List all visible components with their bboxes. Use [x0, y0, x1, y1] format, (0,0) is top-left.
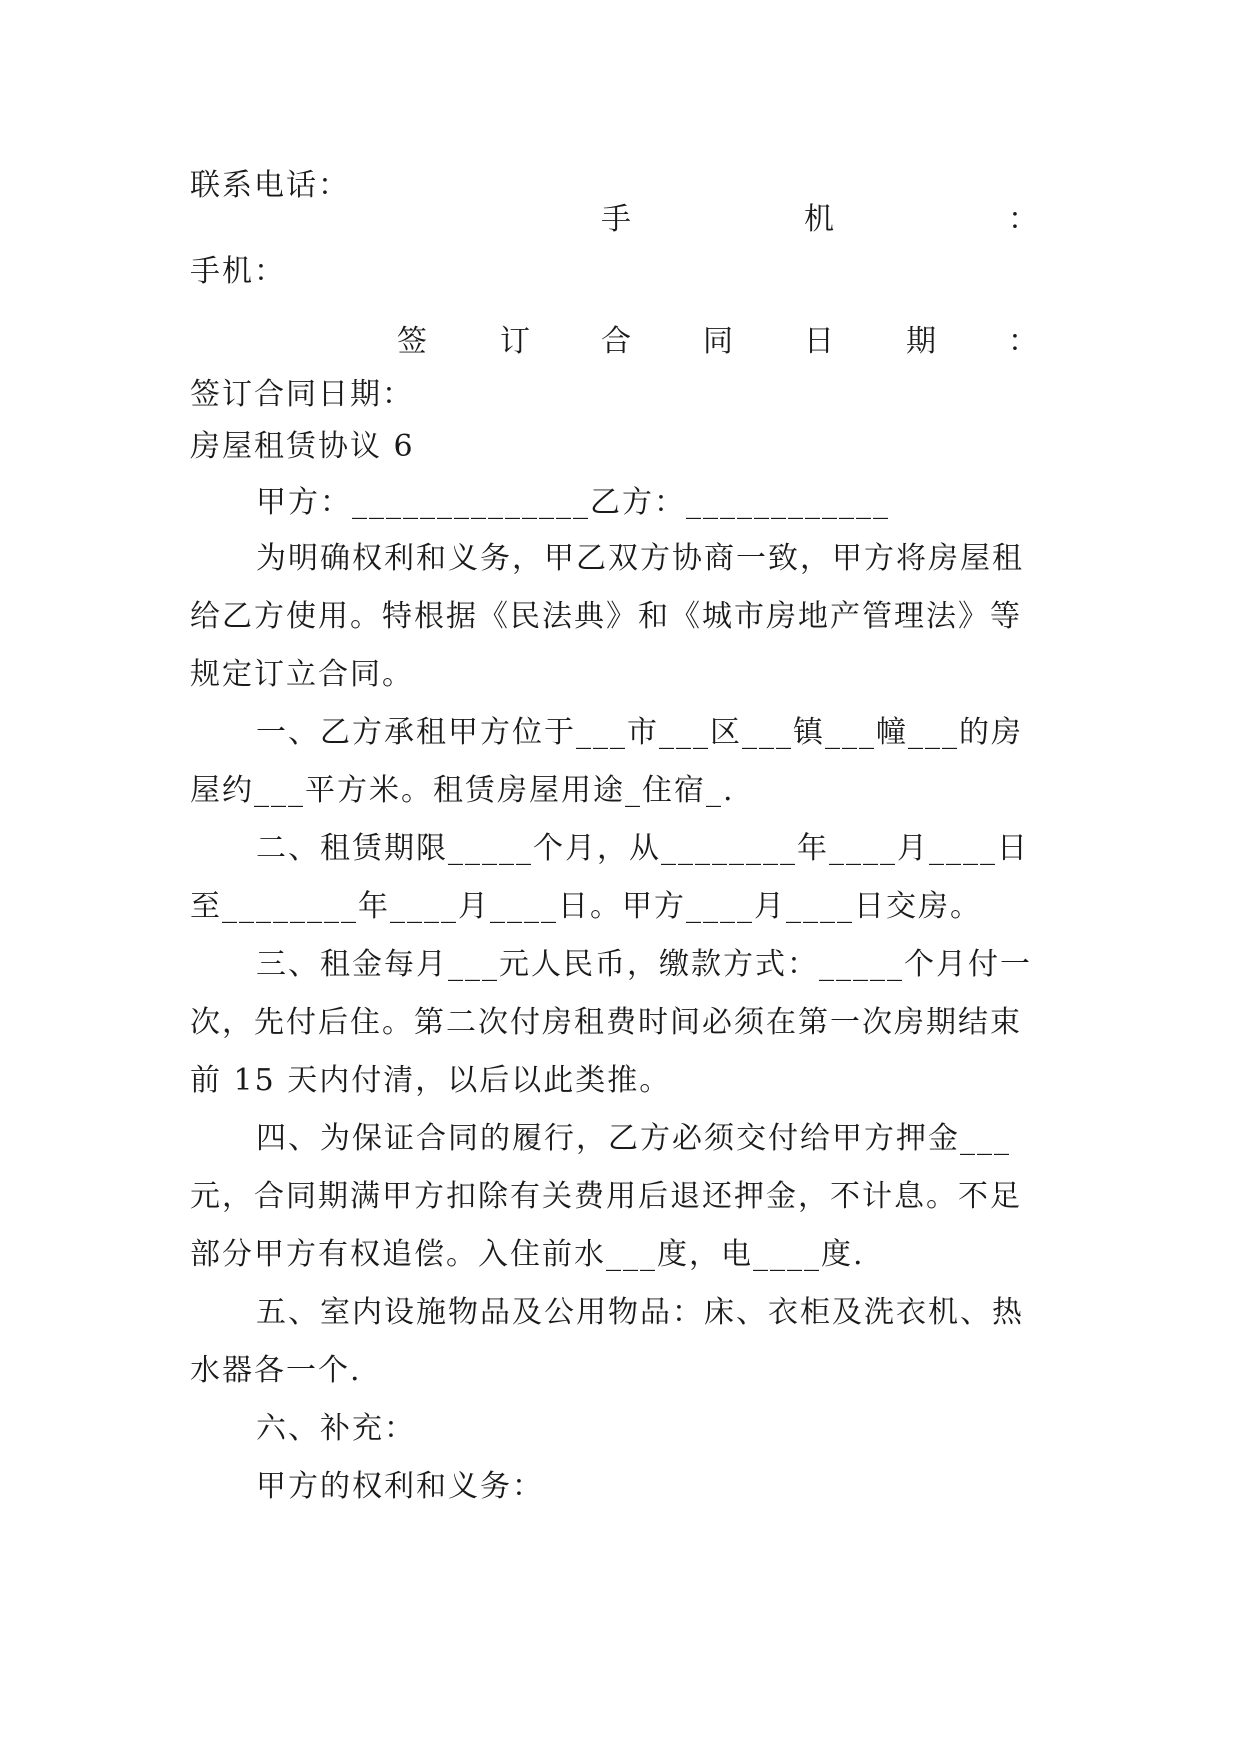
sign-date-char-1: 签 — [397, 324, 429, 359]
mobile-label: 手机： — [190, 254, 286, 289]
sign-date-char-6: 期 — [906, 324, 938, 359]
paragraph-line: 规定订立合同。 — [190, 657, 414, 692]
clause-2-line: 二、租赁期限_____个月，从________年____月____日 — [256, 831, 1029, 866]
clause-3-line: 三、租金每月___元人民币，缴款方式：_____个月付一 — [256, 947, 1032, 982]
parties-line: 甲方：______________乙方：____________ — [256, 485, 890, 520]
sign-date-char-4: 同 — [703, 324, 735, 359]
sign-date-label: 签订合同日期： — [190, 377, 414, 412]
sign-date-char-2: 订 — [500, 324, 532, 359]
clause-1-line: 一、乙方承租甲方位于___市___区___镇___幢___的房 — [256, 715, 1023, 750]
clause-3-line: 次，先付后住。第二次付房租费时间必须在第一次房期结束 — [190, 1005, 1022, 1040]
mobile-char-1: 手 — [601, 202, 633, 237]
clause-5-line: 水器各一个. — [190, 1353, 362, 1388]
agreement-title: 房屋租赁协议 6 — [190, 429, 415, 464]
clause-4-line: 元，合同期满甲方扣除有关费用后退还押金，不计息。不足 — [190, 1179, 1022, 1214]
party-a-rights-heading: 甲方的权利和义务： — [256, 1469, 544, 1504]
sign-date-colon: ： — [1008, 324, 1040, 359]
paragraph-line: 给乙方使用。特根据《民法典》和《城市房地产管理法》等 — [190, 599, 1022, 634]
contact-phone-label: 联系电话： — [190, 168, 350, 203]
paragraph-line: 为明确权利和义务，甲乙双方协商一致，甲方将房屋租 — [256, 541, 1024, 576]
clause-4-line: 四、为保证合同的履行，乙方必须交付给甲方押金___ — [256, 1121, 1011, 1156]
sign-date-label-spread — [0, 320, 1241, 364]
clause-2-line: 至________年____月____日。甲方____月____日交房。 — [190, 889, 982, 924]
sign-date-char-5: 日 — [804, 324, 836, 359]
clause-5-line: 五、室内设施物品及公用物品：床、衣柜及洗衣机、热 — [256, 1295, 1024, 1330]
clause-1-line: 屋约___平方米。租赁房屋用途_住宿_. — [190, 773, 735, 808]
clause-4-line: 部分甲方有权追偿。入住前水___度，电____度. — [190, 1237, 865, 1272]
mobile-colon: ： — [1008, 202, 1040, 237]
mobile-label-spread — [0, 198, 1241, 242]
clause-3-line: 前 15 天内付清，以后以此类推。 — [190, 1063, 672, 1098]
mobile-char-2: 机 — [804, 202, 836, 237]
sign-date-char-3: 合 — [601, 324, 633, 359]
clause-6-line: 六、补充： — [256, 1411, 416, 1446]
